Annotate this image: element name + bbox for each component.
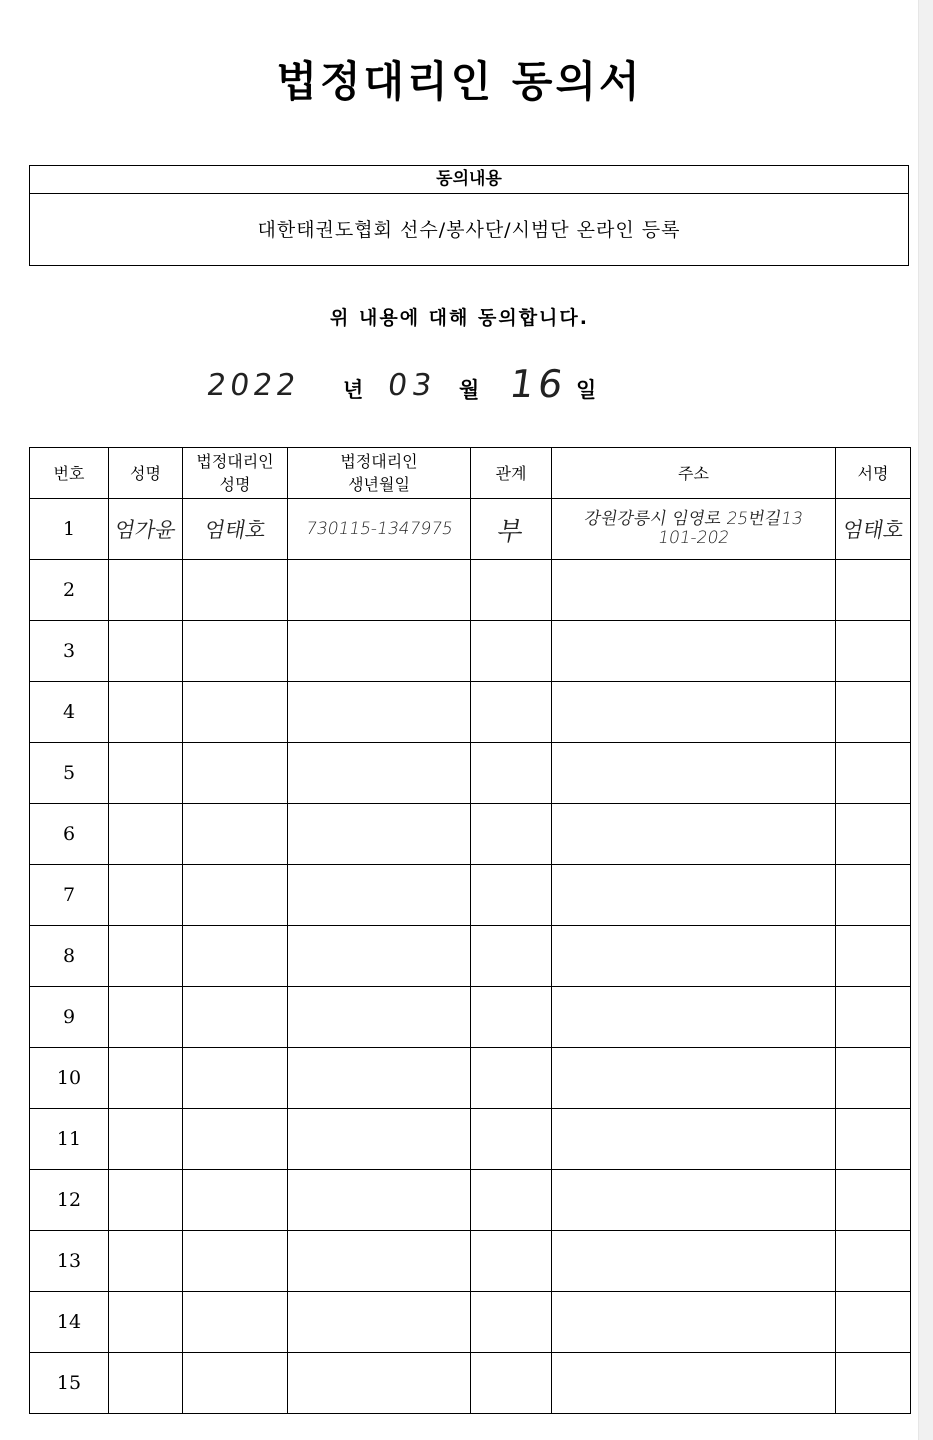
row-name (109, 1109, 183, 1170)
row-guardian-name (183, 621, 288, 682)
consent-header: 동의내용 (30, 166, 908, 194)
table-row (30, 926, 911, 987)
row-guardian-birth (288, 1109, 471, 1170)
row-signature (836, 1292, 911, 1353)
row-guardian-name (183, 743, 288, 804)
table-row (30, 865, 911, 926)
row-address (552, 926, 836, 987)
row-relation (471, 926, 552, 987)
row-relation (471, 865, 552, 926)
row-relation (471, 499, 552, 560)
row-name (109, 499, 183, 560)
row-guardian-birth-text: 730115-1347975 (303, 519, 455, 539)
row-number: 13 (30, 1231, 109, 1292)
header-guardian-birth-line2: 생년월일 (348, 475, 410, 494)
date-month: 03 (385, 368, 439, 403)
agreement-statement: 위 내용에 대해 동의합니다. (330, 307, 589, 329)
row-relation (471, 1170, 552, 1231)
row-signature (836, 987, 911, 1048)
row-guardian-birth (288, 1170, 471, 1231)
table-row (30, 1292, 911, 1353)
header-guardian-name (183, 448, 288, 499)
row-address (552, 804, 836, 865)
row-name (109, 865, 183, 926)
row-number: 2 (30, 560, 109, 621)
row-signature (836, 682, 911, 743)
table-row (30, 682, 911, 743)
table-row (30, 1170, 911, 1231)
row-address (552, 743, 836, 804)
row-guardian-name (183, 987, 288, 1048)
row-address (552, 1231, 836, 1292)
row-address (552, 1109, 836, 1170)
row-name (109, 560, 183, 621)
table-row (30, 804, 911, 865)
row-guardian-birth (288, 499, 471, 560)
row-number: 3 (30, 621, 109, 682)
row-signature (836, 1231, 911, 1292)
row-guardian-name (183, 1109, 288, 1170)
row-guardian-name (183, 682, 288, 743)
row-address (552, 560, 836, 621)
header-name: 성명 (109, 448, 183, 499)
table-header-row (30, 448, 911, 499)
row-address (552, 1292, 836, 1353)
row-name (109, 926, 183, 987)
header-guardian-birth (288, 448, 471, 499)
row-relation-text: 부 (495, 516, 526, 547)
row-relation (471, 987, 552, 1048)
header-no: 번호 (30, 448, 109, 499)
consent-box (29, 165, 909, 266)
row-relation (471, 1353, 552, 1414)
row-signature (836, 804, 911, 865)
row-guardian-name (183, 1170, 288, 1231)
row-signature (836, 865, 911, 926)
row-name (109, 1048, 183, 1109)
row-relation (471, 1109, 552, 1170)
row-guardian-name (183, 1048, 288, 1109)
header-guardian-name-line1: 법정대리인 (196, 452, 274, 471)
row-number: 12 (30, 1170, 109, 1231)
row-name (109, 682, 183, 743)
guardian-table (29, 447, 911, 1414)
row-name (109, 1231, 183, 1292)
row-number: 4 (30, 682, 109, 743)
row-guardian-birth (288, 560, 471, 621)
header-relation: 관계 (471, 448, 552, 499)
row-name (109, 1292, 183, 1353)
table-row (30, 743, 911, 804)
row-number: 15 (30, 1353, 109, 1414)
row-relation (471, 1048, 552, 1109)
header-address: 주소 (552, 448, 836, 499)
row-guardian-birth (288, 1231, 471, 1292)
row-name (109, 1170, 183, 1231)
row-number: 11 (30, 1109, 109, 1170)
row-number: 1 (30, 499, 109, 560)
row-address (552, 682, 836, 743)
row-signature (836, 1353, 911, 1414)
row-number: 9 (30, 987, 109, 1048)
table-row (30, 1231, 911, 1292)
row-signature (836, 499, 911, 560)
row-signature (836, 1170, 911, 1231)
table-row (30, 1048, 911, 1109)
row-guardian-birth (288, 987, 471, 1048)
row-signature (836, 621, 911, 682)
table-row (30, 560, 911, 621)
date-year: 2022 (204, 368, 302, 403)
table-row (30, 987, 911, 1048)
row-guardian-birth (288, 682, 471, 743)
date-row (0, 360, 919, 416)
row-guardian-birth (288, 743, 471, 804)
row-guardian-name (183, 865, 288, 926)
row-guardian-name (183, 1292, 288, 1353)
row-signature (836, 1048, 911, 1109)
consent-text: 대한태권도협회 선수/봉사단/시범단 온라인 등록 (257, 219, 681, 241)
row-guardian-birth (288, 1353, 471, 1414)
row-signature (836, 560, 911, 621)
row-guardian-birth (288, 621, 471, 682)
row-guardian-name (183, 804, 288, 865)
row-guardian-birth (288, 926, 471, 987)
row-guardian-name (183, 499, 288, 560)
row-guardian-birth (288, 1292, 471, 1353)
row-signature (836, 926, 911, 987)
header-guardian-birth-line1: 법정대리인 (340, 452, 418, 471)
row-number: 6 (30, 804, 109, 865)
row-address (552, 1048, 836, 1109)
scrollbar-track[interactable] (918, 0, 933, 1440)
row-guardian-birth (288, 865, 471, 926)
row-name (109, 987, 183, 1048)
date-day-unit: 일 (576, 378, 597, 402)
date-month-unit: 월 (459, 378, 480, 402)
row-address (552, 621, 836, 682)
row-guardian-name (183, 1231, 288, 1292)
row-guardian-name-text: 엄태호 (202, 518, 268, 542)
row-relation (471, 621, 552, 682)
row-address-line1: 강원강릉시 임영로 25번길13 (582, 509, 805, 529)
row-address-line2: 101-202 (656, 528, 731, 548)
row-guardian-birth (288, 1048, 471, 1109)
row-relation (471, 682, 552, 743)
row-number: 7 (30, 865, 109, 926)
row-name (109, 743, 183, 804)
row-signature-text: 엄태호 (840, 518, 906, 542)
row-address (552, 987, 836, 1048)
document-title: 법정대리인 동의서 (276, 57, 643, 106)
date-day: 16 (506, 362, 570, 406)
row-guardian-name (183, 560, 288, 621)
table-body (30, 499, 911, 1414)
row-relation (471, 804, 552, 865)
row-signature (836, 1109, 911, 1170)
date-year-unit: 년 (343, 378, 364, 402)
row-name (109, 621, 183, 682)
row-address (552, 1353, 836, 1414)
row-address (552, 1170, 836, 1231)
row-relation (471, 560, 552, 621)
table-row (30, 1353, 911, 1414)
row-number: 5 (30, 743, 109, 804)
row-number: 10 (30, 1048, 109, 1109)
row-guardian-name (183, 1353, 288, 1414)
row-name-text: 엄가윤 (112, 518, 178, 542)
row-address (552, 499, 836, 560)
row-guardian-birth (288, 804, 471, 865)
header-guardian-name-line2: 성명 (219, 475, 251, 494)
header-signature: 서명 (836, 448, 911, 499)
table-row (30, 621, 911, 682)
row-relation (471, 1231, 552, 1292)
row-name (109, 1353, 183, 1414)
row-signature (836, 743, 911, 804)
row-relation (471, 1292, 552, 1353)
row-guardian-name (183, 926, 288, 987)
row-address (552, 865, 836, 926)
row-number: 14 (30, 1292, 109, 1353)
table-row (30, 499, 911, 560)
row-relation (471, 743, 552, 804)
row-number: 8 (30, 926, 109, 987)
row-name (109, 804, 183, 865)
table-row (30, 1109, 911, 1170)
